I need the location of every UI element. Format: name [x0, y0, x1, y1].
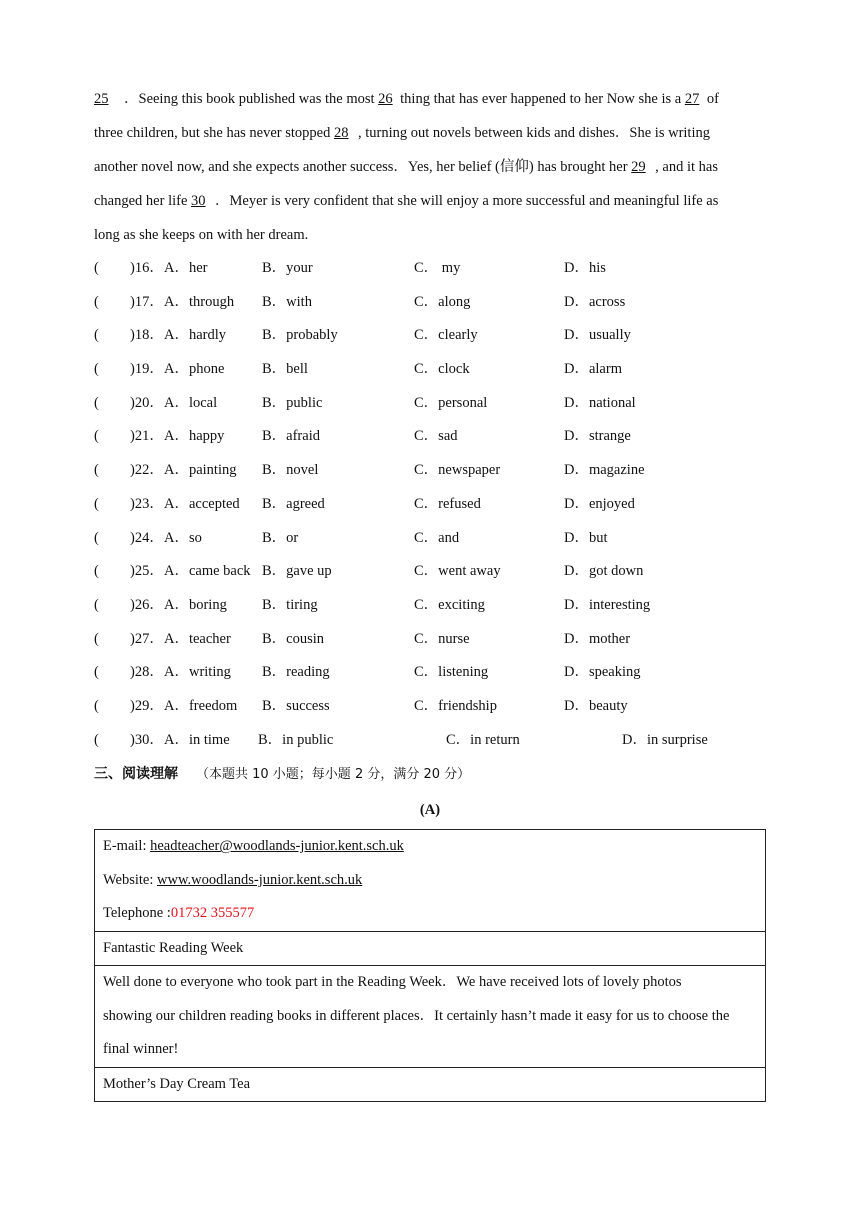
cream-tea-heading: Mother’s Day Cream Tea: [103, 1075, 251, 1092]
option-c: C．friendship: [414, 697, 497, 714]
answer-paren[interactable]: (: [94, 563, 99, 580]
question-number: )26．: [130, 596, 164, 613]
passage-line-3: another novel now, and she expects another success．Yes, her belief (信仰) has brought her 29 , and it has: [94, 150, 766, 184]
passage-line-5: long as she keeps on with her dream.: [94, 227, 309, 243]
option-c: C．and: [414, 529, 460, 546]
option-a: A．boring: [164, 596, 227, 613]
blank-26: 26: [378, 91, 393, 107]
option-d: D．but: [564, 529, 608, 546]
passage-line-4: changed her life 30 ．Meyer is very confident that she will enjoy a more successful and meaningful life as: [94, 184, 766, 218]
option-c: C．nurse: [414, 630, 470, 647]
option-c: C．clock: [414, 361, 470, 378]
option-d: D．across: [564, 293, 626, 310]
option-b: B．agreed: [262, 495, 325, 512]
section-title: 三、阅读理解: [94, 766, 178, 783]
email-link[interactable]: headteacher@woodlands-junior.kent.sch.uk: [150, 838, 404, 855]
option-c: C．sad: [414, 428, 458, 445]
body-line-1: Well done to everyone who took part in the Reading Week．We have received lots of lovely photos: [103, 974, 682, 991]
option-c: C． my: [414, 260, 461, 276]
option-c: C．in return: [446, 731, 520, 748]
option-a: A．through: [164, 293, 235, 310]
question-number: )25．: [130, 563, 164, 580]
option-a: A．accepted: [164, 495, 240, 512]
body-cell-1: [95, 966, 766, 1068]
option-b: B．success: [262, 697, 330, 714]
option-d: D．beauty: [564, 697, 628, 714]
answer-paren[interactable]: (: [94, 630, 99, 647]
section-heading: [94, 757, 766, 791]
option-d: D．usually: [564, 327, 631, 344]
question-row: [94, 522, 766, 556]
answer-paren[interactable]: (: [94, 462, 99, 479]
question-row: [94, 623, 766, 657]
phone-line: Telephone :01732 355577: [103, 905, 255, 922]
body-line-3: final winner!: [103, 1041, 179, 1058]
option-c: C．clearly: [414, 327, 478, 344]
question-row: [94, 656, 766, 690]
section-note: （本题共 10 小题；每小题 2 分，满分 20 分）: [196, 767, 471, 783]
option-b: B．cousin: [262, 630, 325, 647]
answer-paren[interactable]: (: [94, 293, 99, 310]
option-d: D．interesting: [564, 596, 651, 613]
blank-29: 29: [631, 159, 646, 175]
answer-paren[interactable]: (: [94, 495, 99, 512]
question-row: [94, 252, 766, 286]
option-d: D．speaking: [564, 664, 641, 681]
question-row: [94, 286, 766, 320]
reading-week-heading: Fantastic Reading Week: [103, 939, 244, 956]
option-a: A．local: [164, 394, 218, 411]
answer-paren[interactable]: (: [94, 260, 99, 276]
option-c: C．exciting: [414, 596, 485, 613]
option-c: C．refused: [414, 495, 481, 512]
heading-cell-1: [95, 931, 766, 966]
option-a: A．teacher: [164, 630, 231, 647]
question-row: [94, 420, 766, 454]
option-b: B．in public: [258, 731, 334, 748]
passage-line-2: three children, but she has never stopped 28 , turning out novels between kids and dishes．She is writing: [94, 116, 766, 150]
option-d: D．strange: [564, 428, 631, 445]
question-number: )23．: [130, 495, 164, 512]
option-a: A．phone: [164, 361, 225, 378]
passage-line-1: 25 ．Seeing this book published was the most 26 thing that has ever happened to her Now she is a 27 of: [94, 82, 766, 116]
option-b: B．or: [262, 529, 299, 546]
question-number: )20．: [130, 394, 164, 411]
question-number: )24．: [130, 529, 164, 546]
option-c: C．along: [414, 293, 471, 310]
question-number: )21．: [130, 428, 164, 445]
option-a: A．in time: [164, 731, 230, 748]
website-link[interactable]: www.woodlands-junior.kent.sch.uk: [157, 871, 363, 888]
option-a: A．freedom: [164, 697, 238, 714]
question-list: [94, 252, 766, 724]
question-number: )28．: [130, 664, 164, 681]
option-a: A．painting: [164, 462, 237, 479]
answer-paren[interactable]: (: [94, 731, 99, 748]
option-d: D．mother: [564, 630, 631, 647]
question-row: [94, 690, 766, 724]
question-number: )22．: [130, 462, 164, 479]
passage-label: (A): [419, 802, 441, 819]
option-d: D．his: [564, 260, 606, 276]
option-c: C．listening: [414, 664, 489, 681]
blank-27: 27: [684, 91, 700, 107]
option-a: A．so: [164, 529, 202, 546]
phone-number: 01732 355577: [170, 905, 255, 922]
option-b: B．afraid: [262, 428, 320, 445]
contact-cell: [95, 830, 766, 932]
answer-paren[interactable]: (: [94, 697, 99, 714]
question-row: [94, 488, 766, 522]
answer-paren[interactable]: (: [94, 327, 99, 344]
option-a: A．hardly: [164, 327, 227, 344]
option-b: B．bell: [262, 361, 308, 378]
option-d: D．magazine: [564, 462, 645, 479]
answer-paren[interactable]: (: [94, 596, 99, 613]
body-line-2: showing our children reading books in different places．It certainly hasn’t made it easy for us to choose the: [103, 1007, 730, 1024]
question-number: )29．: [130, 697, 164, 714]
question-row: [94, 555, 766, 589]
info-box: [94, 829, 766, 1102]
question-row: [94, 387, 766, 421]
option-b: B．novel: [262, 462, 319, 479]
question-row: [94, 589, 766, 623]
website-line: Website: www.woodlands-junior.kent.sch.uk: [103, 871, 363, 888]
question-number: )27．: [130, 630, 164, 647]
option-c: C．newspaper: [414, 462, 501, 479]
question-number: )30．: [130, 731, 164, 748]
option-d: D．enjoyed: [564, 495, 635, 512]
answer-paren[interactable]: (: [94, 394, 99, 411]
option-d: D．got down: [564, 563, 644, 580]
option-a: A．happy: [164, 428, 225, 445]
question-row: [94, 319, 766, 353]
option-b: B．reading: [262, 664, 330, 681]
question-number: )16．: [130, 260, 164, 276]
option-b: B．with: [262, 293, 312, 310]
question-number: )19．: [130, 361, 164, 378]
heading-cell-2: [95, 1067, 766, 1102]
blank-25: 25: [94, 91, 109, 107]
option-d: D．alarm: [564, 361, 622, 378]
option-d: D．national: [564, 394, 636, 411]
option-c: C．personal: [414, 394, 488, 411]
question-row: [94, 454, 766, 488]
option-b: B．probably: [262, 327, 338, 344]
option-b: B．public: [262, 394, 323, 411]
question-number: )17．: [130, 293, 164, 310]
option-a: A．came back: [164, 563, 251, 580]
option-a: A．her: [164, 260, 208, 276]
option-a: A．writing: [164, 664, 231, 681]
question-row: [94, 353, 766, 387]
option-b: B．tiring: [262, 596, 318, 613]
answer-paren[interactable]: (: [94, 361, 99, 378]
answer-paren[interactable]: (: [94, 664, 99, 681]
blank-28: 28: [333, 125, 349, 141]
option-d: D．in surprise: [622, 731, 708, 748]
email-line: E-mail: headteacher@woodlands-junior.kent.sch.uk: [103, 838, 404, 855]
blank-30: 30: [191, 193, 206, 209]
answer-paren[interactable]: (: [94, 529, 99, 546]
option-b: B．your: [262, 260, 313, 276]
question-row-30: [94, 724, 766, 758]
option-c: C．went away: [414, 563, 501, 580]
exam-page: [94, 82, 766, 1102]
option-b: B．gave up: [262, 563, 332, 580]
answer-paren[interactable]: (: [94, 428, 99, 445]
question-number: )18．: [130, 327, 164, 344]
